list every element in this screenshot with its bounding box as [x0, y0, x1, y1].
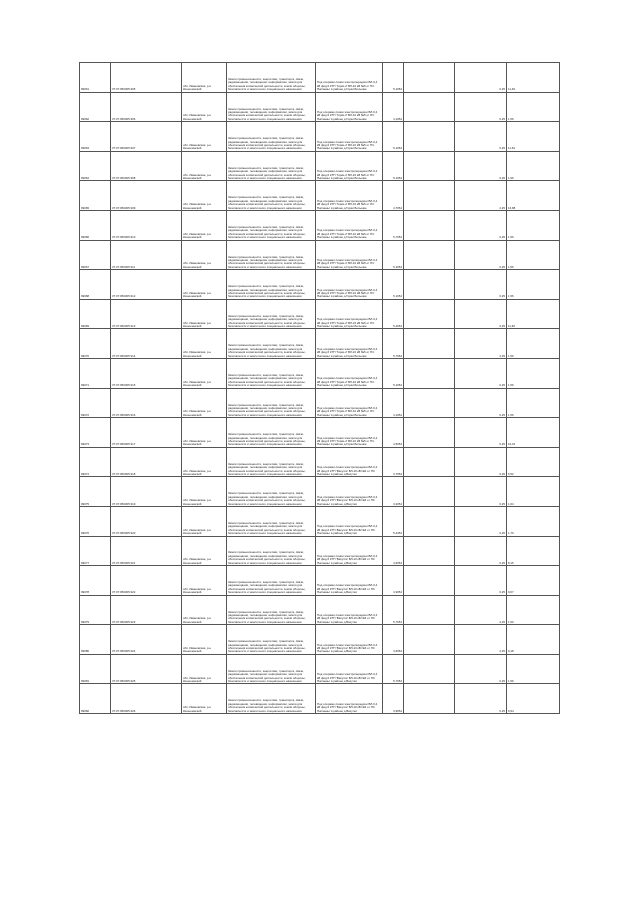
rate-cell: 2,25 — [455, 595, 507, 625]
land-category-cell: Земли промышленности, энергетики, транспорта, связи, радиовещания, телевидения, информатики, земли для обеспечения космической деятельности, земли обороны, безопасности и земли иного специального назначения — [227, 181, 316, 211]
purpose-cell: Под опорами линии электропередачи ВЛ-0,4 кВ фид.6 КТП 'Вахутки' ВЛ-10 кВ №6 от ПС 'Батманы' в районе д.Вахутки — [316, 595, 383, 625]
location-cell: обл. Ивановская, р-н Кинешемский — [182, 566, 227, 596]
table-row — [80, 447, 560, 477]
land-category-cell: Земли промышленности, энергетики, транспорта, связи, радиовещания, телевидения, информатики, земли для обеспечения космической деятельности, земли обороны, безопасности и земли иного специального назначения — [227, 418, 316, 448]
location-cell: обл. Ивановская, р-н Кинешемский — [182, 536, 227, 566]
rate-cell: 0,25 — [455, 684, 507, 714]
land-category-cell: Земли промышленности, энергетики, транспорта, связи, радиовещания, телевидения, информатики, земли для обеспечения космической деятельности, земли обороны, безопасности и земли иного специального назначения — [227, 654, 316, 684]
rate-cell: 0,25 — [455, 358, 507, 388]
land-category-cell: Земли промышленности, энергетики, транспорта, связи, радиовещания, телевидения, информатики, земли для обеспечения космической деятельности, земли обороны, безопасности и земли иного специального назначения — [227, 595, 316, 625]
cadastral-number-cell: 37:07:050305:310 — [111, 210, 182, 240]
land-plots-table — [79, 62, 560, 714]
cadastral-number-cell: 37:07:050305:307 — [111, 122, 182, 152]
row-number-cell: 99074 — [80, 447, 111, 477]
land-category-cell: Земли промышленности, энергетики, транспорта, связи, радиовещания, телевидения, информатики, земли для обеспечения космической деятельности, земли обороны, безопасности и земли иного специального назначения — [227, 270, 316, 300]
empty-cell — [404, 92, 455, 122]
rate-cell: 0,25 — [455, 210, 507, 240]
table-row — [80, 270, 560, 300]
cadastral-number-cell: 37:07:050305:305 — [111, 63, 182, 93]
land-category-cell: Земли промышленности, энергетики, транспорта, связи, радиовещания, телевидения, информатики, земли для обеспечения космической деятельности, земли обороны, безопасности и земли иного специального назначения — [227, 299, 316, 329]
table-row — [80, 566, 560, 596]
purpose-cell: Под опорами линии электропередачи ВЛ-0,4 кВ фид.6 КТП 'Вахутки' ВЛ-10 кВ №6 от ПС 'Батманы' в районе д.Вахутки — [316, 477, 383, 507]
rate-cell: 0,25 — [455, 506, 507, 536]
table-row — [80, 63, 560, 93]
value-cell: 11,54 — [507, 122, 560, 152]
location-cell: обл. Ивановская, р-н Кинешемский — [182, 418, 227, 448]
row-number-cell: 99069 — [80, 299, 111, 329]
cadastral-number-cell: 37:07:050305:306 — [111, 92, 182, 122]
cadastral-number-cell: 37:07:050305:323 — [111, 595, 182, 625]
location-cell: обл. Ивановская, р-н Кинешемский — [182, 92, 227, 122]
area-cell: 5,7054 — [383, 329, 404, 359]
location-cell: обл. Ивановская, р-н Кинешемский — [182, 447, 227, 477]
value-cell: 9,18 — [507, 625, 560, 655]
purpose-cell: Под опорами линии электропередачи ВЛ-0,4 кВ фид.6 КТП 'Горки-2' ВЛ-10 кВ №5 от ПС 'Батманы' в районе д.Горки Большие — [316, 299, 383, 329]
row-number-cell: 99079 — [80, 595, 111, 625]
purpose-cell: Под опорами линии электропередачи ВЛ-0,4 кВ фид.6 КТП 'Горки-2' ВЛ-10 кВ №5 от ПС 'Батманы' в районе д.Горки Большие — [316, 210, 383, 240]
empty-cell — [404, 240, 455, 270]
rate-cell: 0,25 — [455, 418, 507, 448]
rate-cell: 0,25 — [455, 92, 507, 122]
table-row — [80, 151, 560, 181]
empty-cell — [404, 181, 455, 211]
location-cell: обл. Ивановская, р-н Кинешемский — [182, 240, 227, 270]
value-cell: 1,56 — [507, 240, 560, 270]
cadastral-number-cell: 37:07:050305:325 — [111, 654, 182, 684]
area-cell: 4,5054 — [383, 418, 404, 448]
land-category-cell: Земли промышленности, энергетики, транспорта, связи, радиовещания, телевидения, информатики, земли для обеспечения космической деятельности, земли обороны, безопасности и земли иного специального назначения — [227, 477, 316, 507]
purpose-cell: Под опорами линии электропередачи ВЛ-0,4 кВ фид.6 КТП 'Вахутки' ВЛ-10 кВ №6 от ПС 'Батманы' в районе д.Вахутки — [316, 684, 383, 714]
value-cell: 1,56 — [507, 654, 560, 684]
rate-cell: 2,25 — [455, 625, 507, 655]
purpose-cell: Под опорами линии электропередачи ВЛ-0,4 кВ фид.6 КТП 'Вахутки' ВЛ-10 кВ №6 от ПС 'Батманы' в районе д.Вахутки — [316, 536, 383, 566]
area-cell: 4,6054 — [383, 536, 404, 566]
land-category-cell: Земли промышленности, энергетики, транспорта, связи, радиовещания, телевидения, информатики, земли для обеспечения космической деятельности, земли обороны, безопасности и земли иного специального назначения — [227, 388, 316, 418]
cadastral-number-cell: 37:07:050305:311 — [111, 240, 182, 270]
location-cell: обл. Ивановская, р-н Кинешемский — [182, 625, 227, 655]
cadastral-number-cell: 37:07:050305:324 — [111, 625, 182, 655]
row-number-cell: 99067 — [80, 240, 111, 270]
row-number-cell: 99082 — [80, 684, 111, 714]
land-category-cell: Земли промышленности, энергетики, транспорта, связи, радиовещания, телевидения, информатики, земли для обеспечения космической деятельности, земли обороны, безопасности и земли иного специального назначения — [227, 358, 316, 388]
table-row — [80, 299, 560, 329]
cadastral-number-cell: 37:07:050305:314 — [111, 329, 182, 359]
empty-cell — [404, 477, 455, 507]
table-row — [80, 240, 560, 270]
rate-cell: 0,25 — [455, 566, 507, 596]
rate-cell: 0,25 — [455, 536, 507, 566]
cadastral-number-cell: 37:07:050305:326 — [111, 684, 182, 714]
table-row — [80, 418, 560, 448]
table-row — [80, 181, 560, 211]
row-number-cell: 99063 — [80, 122, 111, 152]
rate-cell: 0,25 — [455, 63, 507, 93]
value-cell: 1,70 — [507, 506, 560, 536]
empty-cell — [404, 388, 455, 418]
table-row — [80, 92, 560, 122]
empty-cell — [404, 299, 455, 329]
area-cell: 5,1054 — [383, 358, 404, 388]
area-cell: 5,1054 — [383, 270, 404, 300]
location-cell: обл. Ивановская, р-н Кинешемский — [182, 210, 227, 240]
area-cell: 5,7054 — [383, 654, 404, 684]
table-row — [80, 506, 560, 536]
table-row — [80, 329, 560, 359]
row-number-cell: 99077 — [80, 536, 111, 566]
rate-cell: 0,25 — [455, 388, 507, 418]
area-cell: 4,1054 — [383, 92, 404, 122]
area-cell: 3,7054 — [383, 447, 404, 477]
empty-cell — [404, 684, 455, 714]
purpose-cell: Под опорами линии электропередачи ВЛ-0,4 кВ фид.6 КТП 'Вахутки' ВЛ-10 кВ №6 от ПС 'Батманы' в районе д.Вахутки — [316, 506, 383, 536]
land-category-cell: Земли промышленности, энергетики, транспорта, связи, радиовещания, телевидения, информатики, земли для обеспечения космической деятельности, земли обороны, безопасности и земли иного специального назначения — [227, 92, 316, 122]
area-cell: 3,9654 — [383, 684, 404, 714]
land-category-cell: Земли промышленности, энергетики, транспорта, связи, радиовещания, телевидения, информатики, земли для обеспечения космической деятельности, земли обороны, безопасности и земли иного специального назначения — [227, 684, 316, 714]
rate-cell: 0,25 — [455, 447, 507, 477]
location-cell: обл. Ивановская, р-н Кинешемский — [182, 270, 227, 300]
area-cell: 5,1054 — [383, 240, 404, 270]
purpose-cell: Под опорами линии электропередачи ВЛ-0,4 кВ фид.6 КТП 'Горки-2' ВЛ-10 кВ №5 от ПС 'Батманы' в районе д.Горки Большие — [316, 92, 383, 122]
purpose-cell: Под опорами линии электропередачи ВЛ-0,4 кВ фид.6 КТП 'Вахутки' ВЛ-10 кВ №6 от ПС 'Батманы' в районе д.Вахутки — [316, 566, 383, 596]
table-row — [80, 684, 560, 714]
empty-cell — [404, 566, 455, 596]
table-row — [80, 625, 560, 655]
land-category-cell: Земли промышленности, энергетики, транспорта, связи, радиовещания, телевидения, информатики, земли для обеспечения космической деятельности, земли обороны, безопасности и земли иного специального назначения — [227, 240, 316, 270]
purpose-cell: Под опорами линии электропередачи ВЛ-0,4 кВ фид.6 КТП 'Вахутки' ВЛ-10 кВ №6 от ПС 'Батманы' в районе д.Вахутки — [316, 447, 383, 477]
land-category-cell: Земли промышленности, энергетики, транспорта, связи, радиовещания, телевидения, информатики, земли для обеспечения космической деятельности, земли обороны, безопасности и земли иного специального назначения — [227, 506, 316, 536]
rate-cell: 0,25 — [455, 270, 507, 300]
row-number-cell: 99080 — [80, 625, 111, 655]
land-category-cell: Земли промышленности, энергетики, транспорта, связи, радиовещания, телевидения, информатики, земли для обеспечения космической деятельности, земли обороны, безопасности и земли иного специального назначения — [227, 536, 316, 566]
row-number-cell: 99076 — [80, 506, 111, 536]
empty-cell — [404, 329, 455, 359]
rate-cell: 0,25 — [455, 151, 507, 181]
cadastral-number-cell: 37:07:050305:308 — [111, 151, 182, 181]
location-cell: обл. Ивановская, р-н Кинешемский — [182, 299, 227, 329]
location-cell: обл. Ивановская, р-н Кинешемский — [182, 654, 227, 684]
empty-cell — [404, 447, 455, 477]
purpose-cell: Под опорами линии электропередачи ВЛ-0,4 кВ фид.6 КТП 'Горки-2' ВЛ-10 кВ №5 от ПС 'Батманы' в районе д.Горки Большие — [316, 181, 383, 211]
empty-cell — [404, 625, 455, 655]
row-number-cell: 99065 — [80, 181, 111, 211]
area-cell: 5,1054 — [383, 63, 404, 93]
cadastral-number-cell: 37:07:050305:320 — [111, 506, 182, 536]
value-cell: 1,56 — [507, 151, 560, 181]
table-row — [80, 477, 560, 507]
row-number-cell: 99066 — [80, 210, 111, 240]
rate-cell: 0,25 — [455, 122, 507, 152]
rate-cell: 2,25 — [455, 329, 507, 359]
location-cell: обл. Ивановская, р-н Кинешемский — [182, 122, 227, 152]
cadastral-number-cell: 37:07:050305:309 — [111, 181, 182, 211]
purpose-cell: Под опорами линии электропередачи ВЛ-0,4 кВ фид.6 КТП 'Вахутки' ВЛ-10 кВ №6 от ПС 'Батманы' в районе д.Вахутки — [316, 625, 383, 655]
rate-cell: 0,25 — [455, 240, 507, 270]
cadastral-number-cell: 37:07:050305:317 — [111, 418, 182, 448]
purpose-cell: Под опорами линии электропередачи ВЛ-0,4 кВ фид.6 КТП 'Горки-2' ВЛ-10 кВ №5 от ПС 'Батманы' в районе д.Горки Большие — [316, 122, 383, 152]
value-cell: 1,56 — [507, 210, 560, 240]
value-cell: 6,52 — [507, 447, 560, 477]
location-cell: обл. Ивановская, р-н Кинешемский — [182, 329, 227, 359]
empty-cell — [404, 506, 455, 536]
area-cell: 4,7054 — [383, 181, 404, 211]
land-plots-table-body — [80, 63, 560, 714]
cadastral-number-cell: 37:07:050305:322 — [111, 566, 182, 596]
row-number-cell: 99061 — [80, 63, 111, 93]
row-number-cell: 99078 — [80, 566, 111, 596]
purpose-cell: Под опорами линии электропередачи ВЛ-0,4 кВ фид.6 КТП 'Горки-2' ВЛ-10 кВ №5 от ПС 'Батманы' в районе д.Горки Большие — [316, 270, 383, 300]
row-number-cell: 99062 — [80, 92, 111, 122]
area-cell: 5,1054 — [383, 151, 404, 181]
area-cell: 5,7054 — [383, 210, 404, 240]
value-cell: 8,15 — [507, 536, 560, 566]
empty-cell — [404, 122, 455, 152]
empty-cell — [404, 210, 455, 240]
land-category-cell: Земли промышленности, энергетики, транспорта, связи, радиовещания, телевидения, информатики, земли для обеспечения космической деятельности, земли обороны, безопасности и земли иного специального назначения — [227, 625, 316, 655]
cadastral-number-cell: 37:07:050305:312 — [111, 270, 182, 300]
area-cell: 4,9054 — [383, 566, 404, 596]
location-cell: обл. Ивановская, р-н Кинешемский — [182, 151, 227, 181]
table-row — [80, 595, 560, 625]
table-row — [80, 388, 560, 418]
location-cell: обл. Ивановская, р-н Кинешемский — [182, 63, 227, 93]
cadastral-number-cell: 37:07:050305:319 — [111, 477, 182, 507]
area-cell: 5,1054 — [383, 122, 404, 152]
purpose-cell: Под опорами линии электропередачи ВЛ-0,4 кВ фид.6 КТП 'Горки-2' ВЛ-10 кВ №5 от ПС 'Батманы' в районе д.Горки Большие — [316, 329, 383, 359]
purpose-cell: Под опорами линии электропередачи ВЛ-0,4 кВ фид.6 КТП 'Горки-2' ВЛ-10 кВ №5 от ПС 'Батманы' в районе д.Горки Большие — [316, 418, 383, 448]
purpose-cell: Под опорами линии электропередачи ВЛ-0,4 кВ фид.6 КТП 'Горки-2' ВЛ-10 кВ №5 от ПС 'Батманы' в районе д.Горки Большие — [316, 240, 383, 270]
value-cell: 16,88 — [507, 181, 560, 211]
cadastral-number-cell: 37:07:050305:315 — [111, 358, 182, 388]
value-cell: 1,50 — [507, 595, 560, 625]
area-cell: 3,2054 — [383, 477, 404, 507]
land-category-cell: Земли промышленности, энергетики, транспорта, связи, радиовещания, телевидения, информатики, земли для обеспечения космической деятельности, земли обороны, безопасности и земли иного специального назначения — [227, 566, 316, 596]
land-category-cell: Земли промышленности, энергетики, транспорта, связи, радиовещания, телевидения, информатики, земли для обеспечения космической деятельности, земли обороны, безопасности и земли иного специального назначения — [227, 210, 316, 240]
value-cell: 10,01 — [507, 418, 560, 448]
location-cell: обл. Ивановская, р-н Кинешемский — [182, 506, 227, 536]
empty-cell — [404, 536, 455, 566]
cadastral-number-cell: 37:07:050305:321 — [111, 536, 182, 566]
cadastral-number-cell: 37:07:050305:318 — [111, 447, 182, 477]
empty-cell — [404, 358, 455, 388]
table-row — [80, 358, 560, 388]
row-number-cell: 99081 — [80, 654, 111, 684]
area-cell: 5,7054 — [383, 595, 404, 625]
area-cell: 5,4454 — [383, 506, 404, 536]
value-cell: 6,94 — [507, 684, 560, 714]
land-category-cell: Земли промышленности, энергетики, транспорта, связи, радиовещания, телевидения, информатики, земли для обеспечения космической деятельности, земли обороны, безопасности и земли иного специального назначения — [227, 447, 316, 477]
table-row — [80, 210, 560, 240]
value-cell: 9,67 — [507, 566, 560, 596]
purpose-cell: Под опорами линии электропередачи ВЛ-0,4 кВ фид.6 КТП 'Горки-2' ВЛ-10 кВ №5 от ПС 'Батманы' в районе д.Горки Большие — [316, 358, 383, 388]
rate-cell: 2,25 — [455, 181, 507, 211]
value-cell: 1,56 — [507, 358, 560, 388]
purpose-cell: Под опорами линии электропередачи ВЛ-0,4 кВ фид.6 КТП 'Горки-2' ВЛ-10 кВ №5 от ПС 'Батманы' в районе д.Горки Большие — [316, 63, 383, 93]
row-number-cell: 99071 — [80, 358, 111, 388]
rate-cell: 0,25 — [455, 299, 507, 329]
area-cell: 3,6054 — [383, 625, 404, 655]
value-cell: 1,64 — [507, 477, 560, 507]
empty-cell — [404, 63, 455, 93]
row-number-cell: 99070 — [80, 329, 111, 359]
location-cell: обл. Ивановская, р-н Кинешемский — [182, 684, 227, 714]
row-number-cell: 99072 — [80, 388, 111, 418]
empty-cell — [404, 654, 455, 684]
area-cell: 4,1054 — [383, 388, 404, 418]
value-cell: 11,49 — [507, 63, 560, 93]
empty-cell — [404, 151, 455, 181]
land-category-cell: Земли промышленности, энергетики, транспорта, связи, радиовещания, телевидения, информатики, земли для обеспечения космической деятельности, земли обороны, безопасности и земли иного специального назначения — [227, 329, 316, 359]
row-number-cell: 99075 — [80, 477, 111, 507]
cadastral-number-cell: 37:07:050305:316 — [111, 388, 182, 418]
row-number-cell: 99064 — [80, 151, 111, 181]
row-number-cell: 99068 — [80, 270, 111, 300]
land-category-cell: Земли промышленности, энергетики, транспорта, связи, радиовещания, телевидения, информатики, земли для обеспечения космической деятельности, земли обороны, безопасности и земли иного специального назначения — [227, 63, 316, 93]
location-cell: обл. Ивановская, р-н Кинешемский — [182, 477, 227, 507]
value-cell: 1,56 — [507, 92, 560, 122]
value-cell: 11,60 — [507, 299, 560, 329]
empty-cell — [404, 418, 455, 448]
value-cell: 1,56 — [507, 388, 560, 418]
table-row — [80, 536, 560, 566]
row-number-cell: 99073 — [80, 418, 111, 448]
purpose-cell: Под опорами линии электропередачи ВЛ-0,4 кВ фид.6 КТП 'Горки-2' ВЛ-10 кВ №5 от ПС 'Батманы' в районе д.Горки Большие — [316, 151, 383, 181]
rate-cell: 0,25 — [455, 654, 507, 684]
table-row — [80, 654, 560, 684]
table-row — [80, 122, 560, 152]
rate-cell: 0,25 — [455, 477, 507, 507]
location-cell: обл. Ивановская, р-н Кинешемский — [182, 181, 227, 211]
purpose-cell: Под опорами линии электропередачи ВЛ-0,4 кВ фид.6 КТП 'Горки-2' ВЛ-10 кВ №5 от ПС 'Батманы' в районе д.Горки Большие — [316, 388, 383, 418]
empty-cell — [404, 595, 455, 625]
area-cell: 5,2054 — [383, 299, 404, 329]
land-category-cell: Земли промышленности, энергетики, транспорта, связи, радиовещания, телевидения, информатики, земли для обеспечения космической деятельности, земли обороны, безопасности и земли иного специального назначения — [227, 122, 316, 152]
purpose-cell: Под опорами линии электропередачи ВЛ-0,4 кВ фид.6 КТП 'Вахутки' ВЛ-10 кВ №6 от ПС 'Батманы' в районе д.Вахутки — [316, 654, 383, 684]
value-cell: 1,56 — [507, 270, 560, 300]
location-cell: обл. Ивановская, р-н Кинешемский — [182, 358, 227, 388]
empty-cell — [404, 270, 455, 300]
cadastral-number-cell: 37:07:050305:313 — [111, 299, 182, 329]
location-cell: обл. Ивановская, р-н Кинешемский — [182, 595, 227, 625]
value-cell: 1,56 — [507, 329, 560, 359]
land-category-cell: Земли промышленности, энергетики, транспорта, связи, радиовещания, телевидения, информатики, земли для обеспечения космической деятельности, земли обороны, безопасности и земли иного специального назначения — [227, 151, 316, 181]
location-cell: обл. Ивановская, р-н Кинешемский — [182, 388, 227, 418]
